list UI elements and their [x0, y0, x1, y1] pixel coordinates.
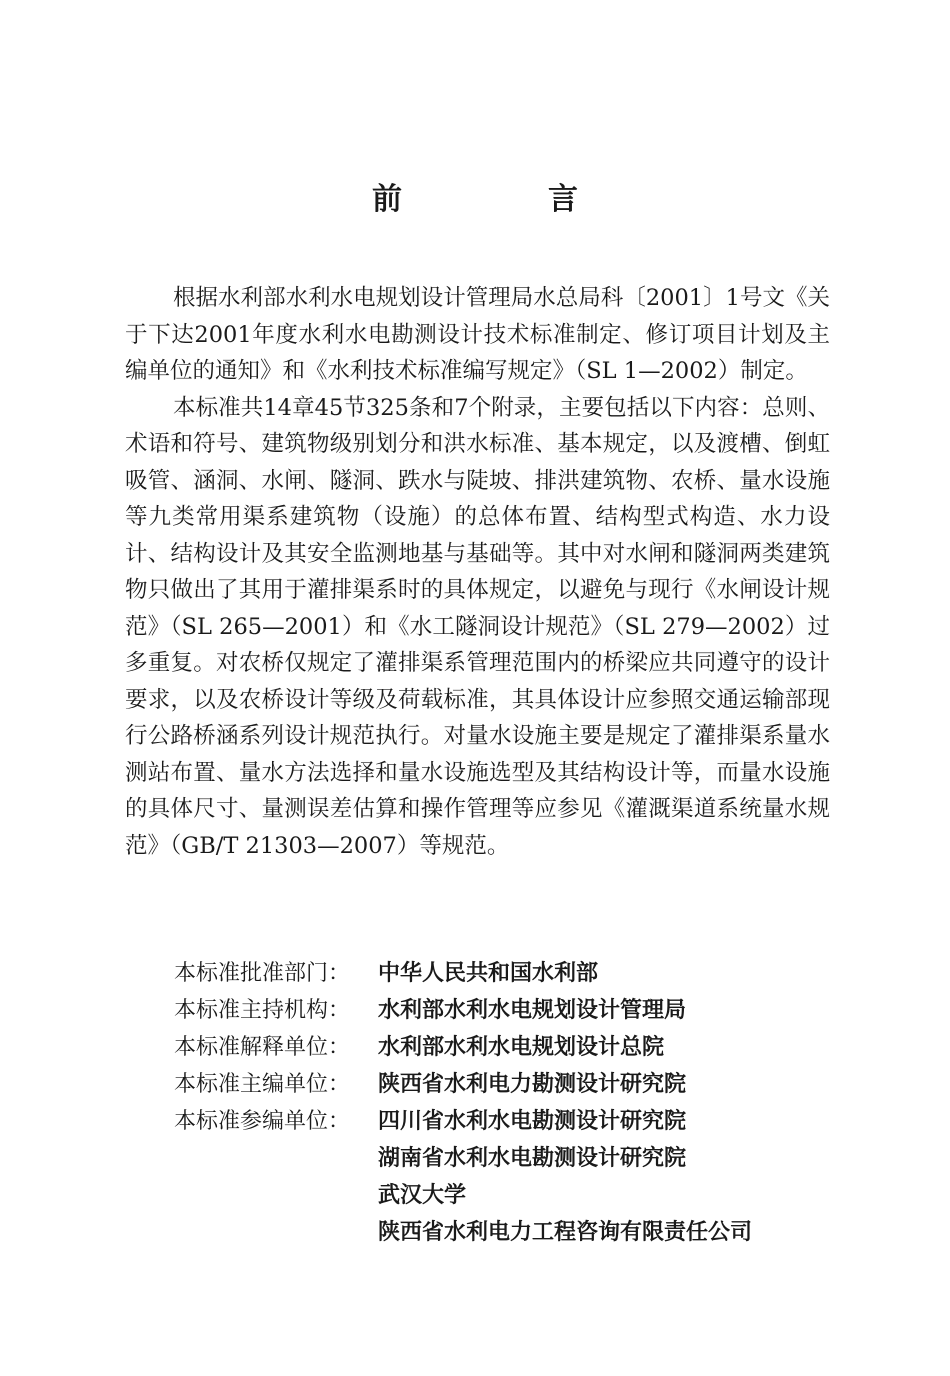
preface-body [125, 280, 830, 864]
host-value: 水利部水利水电规划设计管理局 [378, 998, 687, 1023]
chief-label: 本标准主编单位： [174, 1072, 351, 1097]
interpret-row [174, 1029, 854, 1066]
chief-row [174, 1066, 854, 1103]
host-row [174, 992, 854, 1029]
participant-1: 四川省水利水电勘测设计研究院 [378, 1109, 687, 1134]
responsible-units [174, 955, 854, 1251]
participant-2: 湖南省水利水电勘测设计研究院 [378, 1146, 687, 1171]
interpret-value: 水利部水利水电规划设计总院 [378, 1035, 665, 1060]
participant-3: 武汉大学 [378, 1183, 467, 1208]
participants-row [174, 1103, 854, 1140]
approval-value: 中华人民共和国水利部 [378, 961, 599, 986]
paragraph-content: 本标准共14章45节325条和7个附录，主要包括以下内容：总则、术语和符号、建筑物级别划分和洪水标准、基本规定，以及渡槽、倒虹吸管、涵洞、水闸、隧洞、跌水与陡坡、排洪建筑物、农桥、量水设施等九类常用渠系建筑物（设施）的总体布置、结构型式构造、水力设计、结构设计及其安全监测地基与基础等。其中对水闸和隧洞两类建筑物只做出了其用于灌排渠系时的具体规定，以避免与现行《水闸设计规范》（SL 265—2001）和《水工隧洞设计规范》（SL 279—2002）过多重复。对农桥仅规定了灌排渠系管理范围内的桥梁应共同遵守的设计要求，以及农桥设计等级及荷载标准，其具体设计应参照交通运输部现行公路桥涵系列设计规范执行。对量水设施主要是规定了灌排渠系量水测站布置、量水方法选择和量水设施选型及其结构设计等，而量水设施的具体尺寸、量测误差估算和操作管理等应参见《灌溉渠道系统量水规范》（GB/T 21303—2007）等规范。 [125, 394, 830, 859]
chief-value: 陕西省水利电力勘测设计研究院 [378, 1072, 687, 1097]
host-label: 本标准主持机构： [174, 998, 351, 1023]
participants-label: 本标准参编单位： [174, 1109, 351, 1134]
interpret-label: 本标准解释单位： [174, 1035, 351, 1060]
page-title: 前 言 [372, 182, 636, 217]
approval-label: 本标准批准部门： [174, 961, 351, 986]
approval-row [174, 955, 854, 992]
participant-4: 陕西省水利电力工程咨询有限责任公司 [378, 1220, 753, 1245]
paragraph-basis: 根据水利部水利水电规划设计管理局水总局科〔2001〕1号文《关于下达2001年度水利水电勘测设计技术标准制定、修订项目计划及主编单位的通知》和《水利技术标准编写规定》（SL 1—2002）制定。 [125, 285, 830, 384]
